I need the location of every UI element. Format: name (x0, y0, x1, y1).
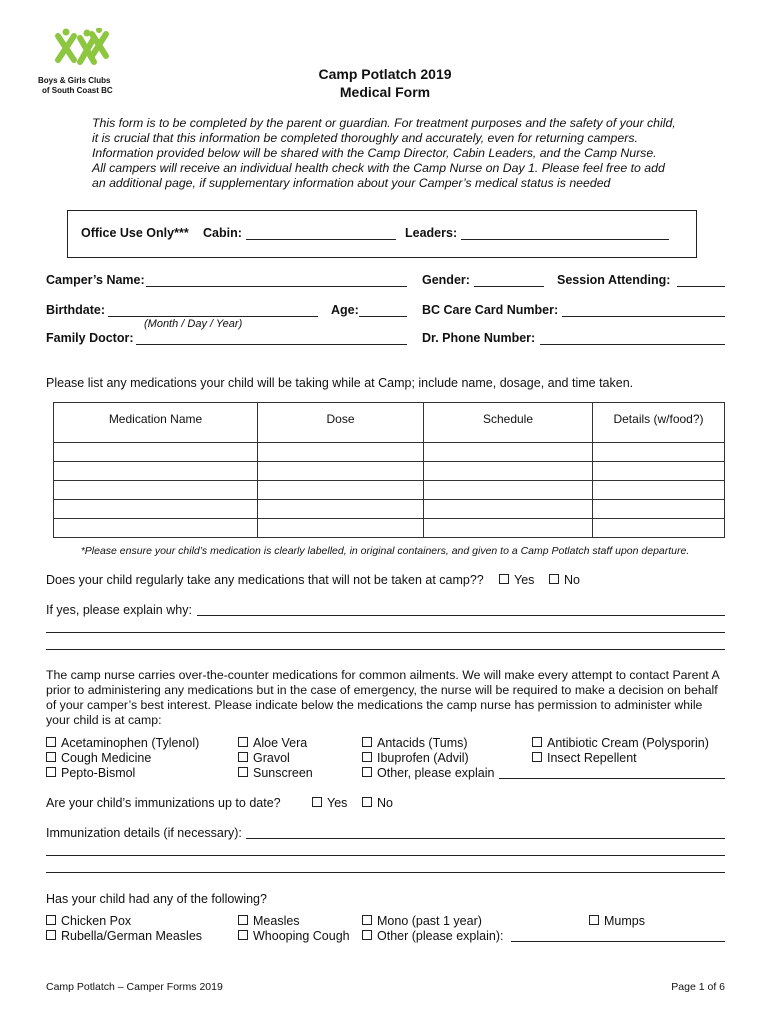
checkbox[interactable] (238, 752, 248, 762)
table-cell[interactable] (424, 481, 593, 500)
intro-line: an additional page, if supplementary information about your Camper’s medical status is needed (92, 176, 611, 190)
form-title: Camp Potlatch 2019 (318, 66, 452, 82)
checkbox[interactable] (238, 930, 248, 940)
otc-gravol[interactable] (238, 751, 290, 765)
option-label: Cough Medicine (61, 751, 152, 765)
option-label: Mumps (604, 914, 645, 928)
org-name-line2: of South Coast BC (42, 86, 113, 95)
checkbox[interactable] (46, 737, 56, 747)
otc-line: of your camper’s best interest. Please indicate below the medications the camp nurse has permission to administer while (46, 698, 703, 712)
otc-other-field[interactable] (499, 778, 725, 779)
intro-line: All campers will receive an individual health check with the Camp Nurse on Day 1. Please feel free to add (92, 161, 665, 175)
medications-note: *Please ensure your child’s medication is clearly labelled, in original containers, and given to a Camp Potlatch staff upon departure. (80, 545, 690, 557)
immunization-no[interactable] (362, 796, 393, 810)
table-cell[interactable] (258, 500, 424, 519)
table-cell[interactable] (593, 519, 725, 538)
otc-line: prior to administering any medications but in the case of emergency, the nurse will be required to make a decision on behalf (46, 683, 718, 697)
option-label: Sunscreen (253, 766, 313, 780)
checkbox[interactable] (362, 737, 372, 747)
checkbox[interactable] (532, 737, 542, 747)
checkbox[interactable] (238, 915, 248, 925)
option-label: Whooping Cough (253, 929, 350, 943)
table-row (54, 519, 725, 538)
illness-whooping-cough[interactable] (238, 929, 350, 943)
col-schedule: Schedule (424, 403, 593, 443)
table-cell[interactable] (54, 519, 258, 538)
immunization-yes[interactable] (312, 796, 347, 810)
table-row (54, 481, 725, 500)
table-cell[interactable] (258, 481, 424, 500)
option-label: Aloe Vera (253, 736, 308, 750)
checkbox[interactable] (362, 915, 372, 925)
checkbox[interactable] (46, 930, 56, 940)
medications-table (53, 402, 725, 538)
footer-page-number: Page 1 of 6 (671, 981, 725, 993)
explain-field[interactable] (197, 615, 725, 616)
immunization-question: Are your child’s immunizations up to date? (46, 796, 281, 810)
checkbox[interactable] (46, 767, 56, 777)
intro-line: it is crucial that this information be completed thoroughly and accurately, even for returning campers. (92, 131, 638, 145)
checkbox[interactable] (362, 930, 372, 940)
illness-rubella[interactable] (46, 929, 202, 943)
option-label: Other, please explain (377, 766, 495, 780)
option-label: Insect Repellent (547, 751, 637, 765)
table-row (54, 462, 725, 481)
option-label: No (377, 796, 393, 810)
option-label: Gravol (253, 751, 290, 765)
bc-care-card-label: BC Care Card Number: (422, 303, 559, 317)
checkbox[interactable] (238, 737, 248, 747)
intro-text (92, 116, 682, 191)
footer-left: Camp Potlatch – Camper Forms 2019 (46, 981, 223, 993)
otc-antibiotic-cream[interactable] (532, 736, 709, 750)
option-label: Yes (327, 796, 348, 810)
table-cell[interactable] (54, 443, 258, 462)
gender-field[interactable] (474, 286, 544, 287)
col-medication-name: Medication Name (54, 403, 258, 443)
table-cell[interactable] (258, 519, 424, 538)
checkbox[interactable] (362, 797, 372, 807)
table-cell[interactable] (54, 500, 258, 519)
camper-name-label: Camper’s Name: (46, 273, 145, 287)
table-cell[interactable] (593, 443, 725, 462)
table-cell[interactable] (258, 443, 424, 462)
medications-prompt: Please list any medications your child will be taking while at Camp; include name, dosage, and time taken. (46, 376, 634, 390)
checkbox[interactable] (532, 752, 542, 762)
org-name-line1: Boys & Girls Clubs (38, 76, 111, 85)
birthdate-field[interactable] (108, 316, 318, 317)
illness-mumps[interactable] (589, 914, 645, 928)
dr-phone-label: Dr. Phone Number: (422, 331, 536, 345)
checkbox[interactable] (499, 574, 509, 584)
otc-antacids[interactable] (362, 736, 468, 750)
leaders-label: Leaders: (405, 226, 458, 240)
table-cell[interactable] (424, 462, 593, 481)
date-format-hint: (Month / Day / Year) (144, 318, 243, 330)
checkbox[interactable] (362, 752, 372, 762)
checkbox[interactable] (589, 915, 599, 925)
session-label: Session Attending: (557, 273, 671, 287)
illness-other-field[interactable] (511, 941, 725, 942)
illness-chicken-pox[interactable] (46, 914, 131, 928)
checkbox[interactable] (238, 767, 248, 777)
age-label: Age: (331, 303, 359, 317)
regular-meds-question: Does your child regularly take any medications that will not be taken at camp?? (46, 573, 484, 587)
otc-insect-repellent[interactable] (532, 751, 637, 765)
dr-phone-field[interactable] (540, 344, 725, 345)
option-label: Other (please explain): (377, 929, 504, 943)
table-cell[interactable] (54, 481, 258, 500)
illness-measles[interactable] (238, 914, 300, 928)
checkbox[interactable] (362, 767, 372, 777)
checkbox[interactable] (549, 574, 559, 584)
illness-question: Has your child had any of the following? (46, 892, 267, 906)
explain-label: If yes, please explain why: (46, 603, 192, 617)
otc-aloe-vera[interactable] (238, 736, 307, 750)
immunization-details-line[interactable] (46, 872, 725, 873)
otc-paragraph (46, 668, 720, 728)
table-cell[interactable] (424, 519, 593, 538)
otc-acetaminophen[interactable] (46, 736, 199, 750)
table-row (54, 500, 725, 519)
birthdate-label: Birthdate: (46, 303, 106, 317)
family-doctor-label: Family Doctor: (46, 331, 134, 345)
checkbox[interactable] (312, 797, 322, 807)
table-cell[interactable] (593, 462, 725, 481)
option-label: Antibiotic Cream (Polysporin) (547, 736, 709, 750)
option-label: Measles (253, 914, 300, 928)
immunization-details-label: Immunization details (if necessary): (46, 826, 242, 840)
checkbox[interactable] (46, 752, 56, 762)
explain-field-line[interactable] (46, 649, 725, 650)
office-use-label: Office Use Only*** (81, 226, 189, 240)
immunization-details-line[interactable] (46, 855, 725, 856)
option-label: Acetaminophen (Tylenol) (61, 736, 200, 750)
otc-sunscreen[interactable] (238, 766, 313, 780)
camper-name-field[interactable] (146, 286, 407, 287)
table-cell[interactable] (424, 443, 593, 462)
option-label: Chicken Pox (61, 914, 132, 928)
form-subtitle: Medical Form (339, 84, 431, 100)
bgc-figures-logo-icon (52, 28, 112, 68)
table-cell[interactable] (593, 481, 725, 500)
otc-ibuprofen[interactable] (362, 751, 469, 765)
table-cell[interactable] (258, 462, 424, 481)
cabin-label: Cabin: (203, 226, 242, 240)
bc-care-card-field[interactable] (562, 316, 725, 317)
option-label: Ibuprofen (Advil) (377, 751, 469, 765)
table-row (54, 443, 725, 462)
otc-line: your child is at camp: (46, 713, 162, 727)
checkbox[interactable] (46, 915, 56, 925)
option-label: Mono (past 1 year) (377, 914, 482, 928)
option-label: Yes (514, 573, 535, 587)
table-cell[interactable] (593, 500, 725, 519)
otc-cough-medicine[interactable] (46, 751, 151, 765)
intro-line: This form is to be completed by the parent or guardian. For treatment purposes and the safety of your child, (92, 116, 676, 130)
gender-label: Gender: (422, 273, 470, 287)
option-label: Pepto-Bismol (61, 766, 136, 780)
regular-meds-yes[interactable] (499, 573, 534, 587)
immunization-details-field[interactable] (246, 838, 725, 839)
leaders-field[interactable] (461, 239, 669, 240)
intro-line: Information provided below will be shared with the Camp Director, Cabin Leaders, and the Camp Nurse. (92, 146, 657, 160)
otc-other[interactable] (362, 766, 494, 780)
col-dose: Dose (258, 403, 424, 443)
cabin-field[interactable] (246, 239, 396, 240)
otc-pepto-bismol[interactable] (46, 766, 135, 780)
session-field[interactable] (677, 286, 725, 287)
table-cell[interactable] (424, 500, 593, 519)
regular-meds-no[interactable] (549, 573, 580, 587)
otc-line: The camp nurse carries over-the-counter medications for common ailments. We will make every attempt to contact Parent A (46, 668, 720, 682)
explain-field-line[interactable] (46, 632, 725, 633)
illness-other[interactable] (362, 929, 503, 943)
option-label: No (564, 573, 580, 587)
option-label: Antacids (Tums) (377, 736, 468, 750)
illness-mono[interactable] (362, 914, 482, 928)
option-label: Rubella/German Measles (61, 929, 203, 943)
age-field[interactable] (359, 316, 407, 317)
col-details: Details (w/food?) (593, 403, 725, 443)
table-cell[interactable] (54, 462, 258, 481)
family-doctor-field[interactable] (136, 344, 407, 345)
